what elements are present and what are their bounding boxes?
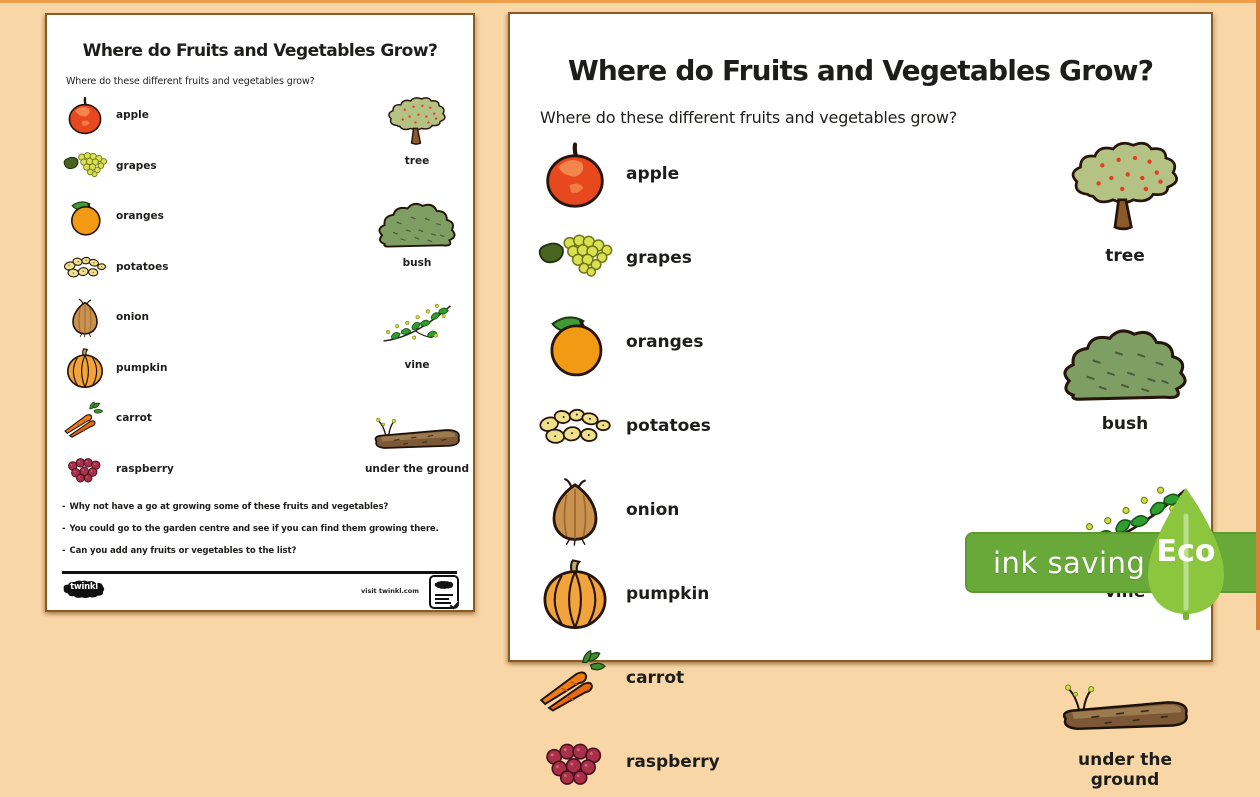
list-item — [536, 475, 720, 545]
list-item — [536, 139, 720, 209]
item-label: carrot — [626, 668, 685, 688]
list-item — [536, 727, 720, 797]
item-label: onion — [626, 500, 680, 520]
item-label: apple — [116, 109, 149, 121]
tree-icon — [1050, 138, 1200, 238]
raspberry-icon — [62, 449, 108, 489]
under-the-ground-icon — [1050, 642, 1200, 742]
quality-standard-badge — [429, 575, 459, 609]
location-label: bush — [402, 257, 432, 269]
list-item — [536, 307, 720, 377]
bullet-text: Why not have a go at growing some of these fruits and vegetables? — [69, 502, 389, 512]
potatoes-icon — [536, 391, 614, 461]
pumpkin-icon — [62, 348, 108, 388]
location-under-the-ground — [1050, 642, 1200, 790]
location-bush — [1050, 306, 1200, 434]
page-title: Where do Fruits and Vegetables Grow? — [82, 41, 438, 61]
list-item — [62, 146, 174, 186]
location-tree — [1050, 138, 1200, 266]
list-item — [62, 95, 174, 135]
grapes-icon — [62, 146, 108, 186]
item-label: pumpkin — [116, 361, 168, 374]
list-item — [62, 247, 174, 287]
carrot-icon — [536, 643, 614, 713]
list-item — [62, 196, 174, 236]
apple-icon — [62, 95, 108, 135]
location-label: vine — [404, 359, 430, 371]
item-label: pumpkin — [626, 584, 710, 604]
badge-text-line — [435, 598, 449, 600]
location-vine — [362, 299, 472, 371]
item-label: carrot — [116, 412, 152, 424]
worksheet-page-thumbnail — [45, 13, 475, 612]
bullet-item — [62, 501, 439, 514]
bullet-marker: - — [62, 502, 66, 512]
bullet-text: You could go to the garden centre and see if you can find them growing there. — [69, 524, 439, 534]
visit-twinkl-link: visit twinkl.com — [360, 587, 419, 595]
location-under-the-ground — [362, 403, 472, 475]
footer-divider — [62, 571, 457, 574]
twinkl-logo-text: twinkl — [70, 582, 98, 592]
activity-suggestions — [62, 501, 439, 558]
item-label: grapes — [116, 159, 157, 172]
under-the-ground-icon — [362, 403, 472, 457]
bullet-text: Can you add any fruits or vegetables to the list? — [69, 546, 297, 556]
twinkl-cloud-icon — [434, 580, 454, 590]
location-label: tree — [404, 155, 430, 167]
produce-list — [62, 95, 174, 489]
carrot-icon — [62, 398, 108, 438]
bush-icon — [362, 197, 472, 251]
page-subtitle: Where do these different fruits and vegetables grow? — [66, 76, 315, 87]
card-right-border — [1256, 0, 1260, 630]
item-label: raspberry — [626, 752, 720, 772]
vine-icon — [362, 299, 472, 353]
badge-text-line — [435, 594, 453, 596]
list-item — [62, 348, 174, 388]
item-label: oranges — [116, 210, 164, 222]
item-label: potatoes — [626, 416, 711, 436]
grapes-icon — [536, 223, 614, 293]
orange-icon — [62, 196, 108, 236]
ink-saving-label: ink saving — [993, 545, 1146, 580]
item-label: grapes — [626, 248, 692, 268]
twinkl-logo — [62, 579, 106, 600]
location-tree — [362, 95, 472, 167]
orange-icon — [536, 307, 614, 377]
raspberry-icon — [536, 727, 614, 797]
list-item — [62, 398, 174, 438]
onion-icon — [536, 475, 614, 545]
bullet-item — [62, 523, 439, 536]
card-top-border — [0, 0, 1260, 3]
badge-text-line — [435, 602, 451, 604]
bullet-marker: - — [62, 524, 66, 534]
eco-label: Eco — [1156, 534, 1216, 569]
item-label: raspberry — [116, 462, 174, 475]
onion-icon — [62, 297, 108, 337]
list-item — [536, 223, 720, 293]
page-subtitle: Where do these different fruits and vegetables grow? — [540, 108, 958, 127]
apple-icon — [536, 139, 614, 209]
list-item — [536, 391, 720, 461]
eco-leaf-icon — [1142, 486, 1230, 620]
bullet-item — [62, 545, 439, 558]
list-item — [536, 643, 720, 713]
pumpkin-icon — [536, 559, 614, 629]
potatoes-icon — [62, 247, 108, 287]
produce-list — [536, 139, 720, 797]
check-icon — [450, 599, 460, 609]
location-label: bush — [1101, 414, 1149, 434]
bullet-marker: - — [62, 546, 66, 556]
list-item — [62, 449, 174, 489]
page-title: Where do Fruits and Vegetables Grow? — [567, 54, 1154, 87]
list-item — [62, 297, 174, 337]
item-label: oranges — [626, 332, 704, 352]
location-label: under the ground — [1078, 750, 1172, 790]
item-label: onion — [116, 311, 149, 323]
bush-icon — [1050, 306, 1200, 406]
tree-icon — [362, 95, 472, 149]
item-label: potatoes — [116, 260, 169, 273]
item-label: apple — [626, 164, 680, 184]
location-label: tree — [1105, 246, 1145, 266]
location-bush — [362, 197, 472, 269]
location-label: under the ground — [364, 463, 470, 475]
list-item — [536, 559, 720, 629]
